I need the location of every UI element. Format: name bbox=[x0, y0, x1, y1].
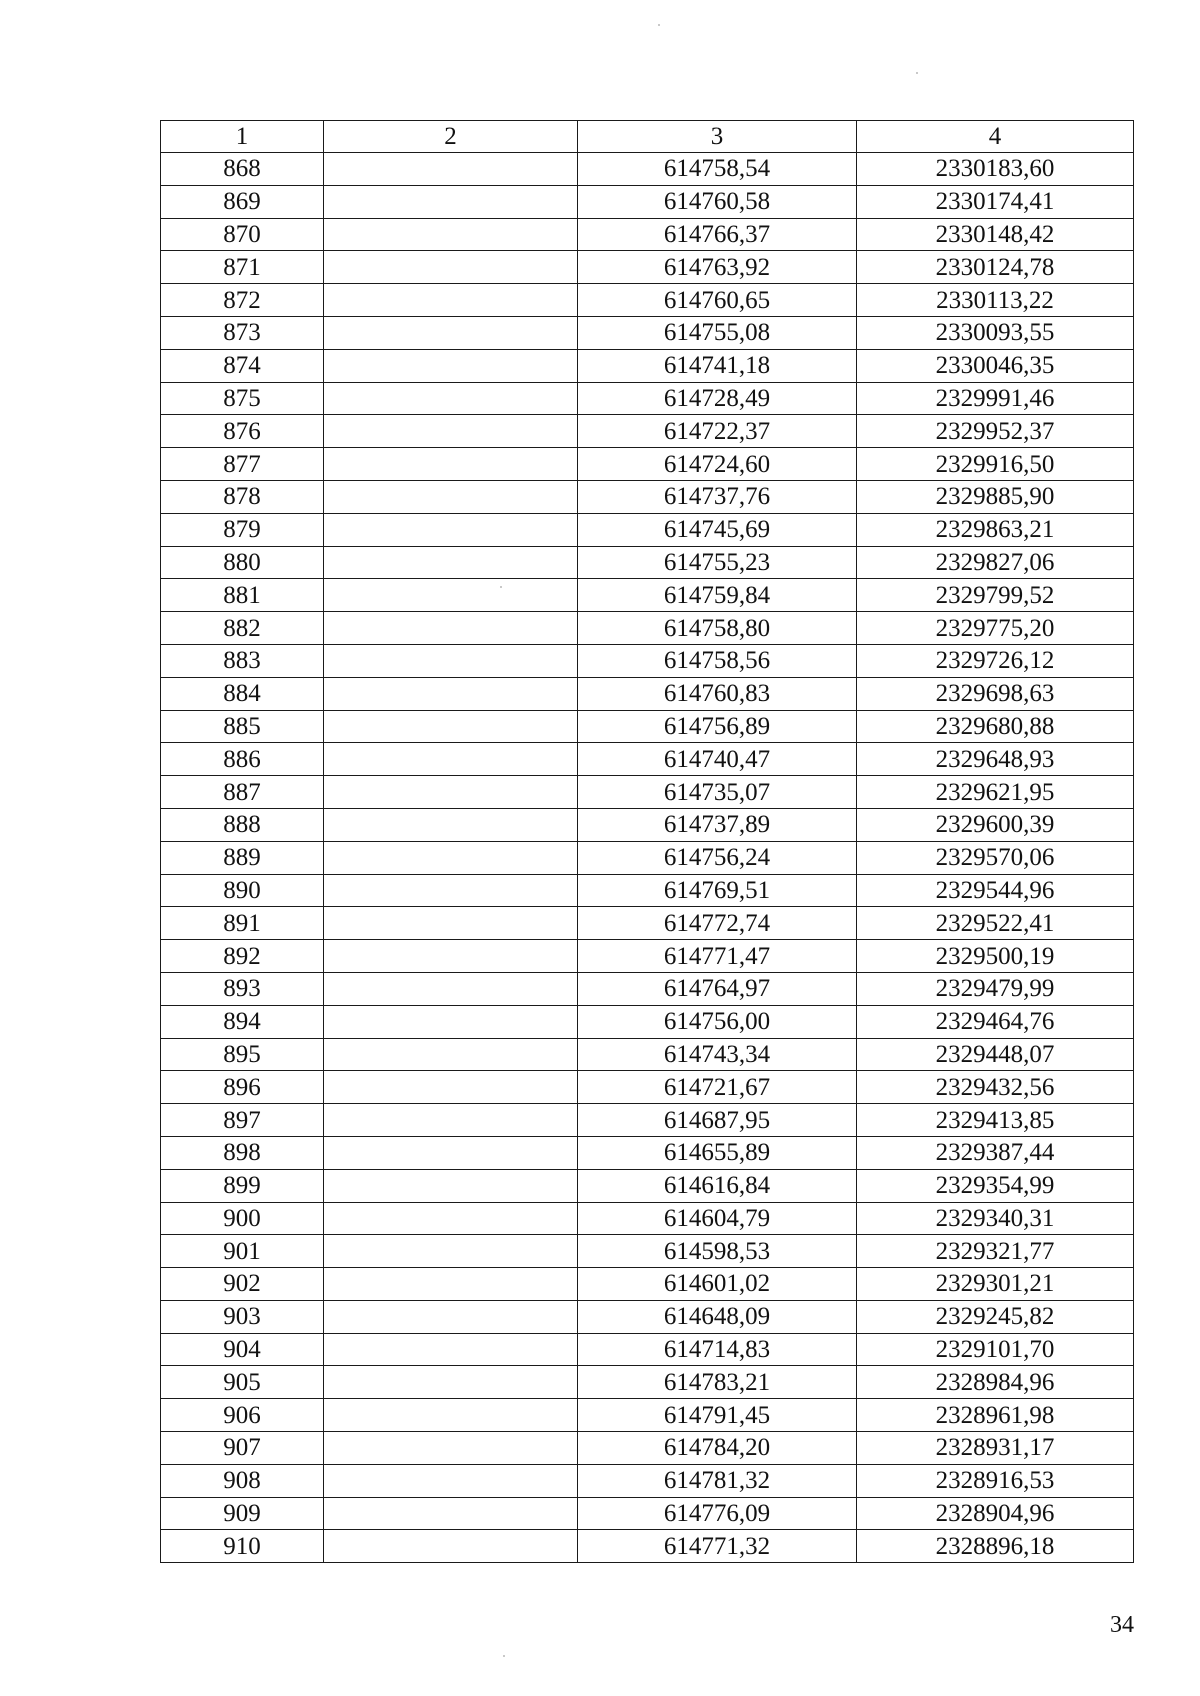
y-coordinate-cell: 2328961,98 bbox=[857, 1399, 1134, 1432]
table-row bbox=[161, 1333, 1134, 1366]
table-header-row bbox=[161, 121, 1134, 153]
y-coordinate-cell: 2329827,06 bbox=[857, 546, 1134, 579]
x-coordinate-cell: 614756,24 bbox=[578, 841, 857, 874]
point-number-cell: 868 bbox=[161, 153, 324, 186]
page-number: 34 bbox=[1110, 1612, 1134, 1638]
y-coordinate-cell: 2329570,06 bbox=[857, 841, 1134, 874]
x-coordinate-cell: 614721,67 bbox=[578, 1071, 857, 1104]
x-coordinate-cell: 614756,89 bbox=[578, 710, 857, 743]
table-row bbox=[161, 185, 1134, 218]
point-number-cell: 887 bbox=[161, 776, 324, 809]
description-cell bbox=[324, 612, 578, 645]
x-coordinate-cell: 614784,20 bbox=[578, 1432, 857, 1465]
point-number-cell: 880 bbox=[161, 546, 324, 579]
table-row bbox=[161, 940, 1134, 973]
x-coordinate-cell: 614771,32 bbox=[578, 1530, 857, 1563]
x-coordinate-cell: 614598,53 bbox=[578, 1235, 857, 1268]
point-number-cell: 891 bbox=[161, 907, 324, 940]
column-header: 1 bbox=[161, 121, 324, 153]
table-row bbox=[161, 1038, 1134, 1071]
description-cell bbox=[324, 1464, 578, 1497]
table-row bbox=[161, 1530, 1134, 1563]
table-row bbox=[161, 710, 1134, 743]
table-row bbox=[161, 1169, 1134, 1202]
y-coordinate-cell: 2329863,21 bbox=[857, 513, 1134, 546]
scan-speck bbox=[658, 24, 660, 26]
description-cell bbox=[324, 677, 578, 710]
description-cell bbox=[324, 1235, 578, 1268]
point-number-cell: 886 bbox=[161, 743, 324, 776]
x-coordinate-cell: 614776,09 bbox=[578, 1497, 857, 1530]
table-row bbox=[161, 644, 1134, 677]
table-row bbox=[161, 316, 1134, 349]
point-number-cell: 874 bbox=[161, 349, 324, 382]
y-coordinate-cell: 2329464,76 bbox=[857, 1005, 1134, 1038]
description-cell bbox=[324, 513, 578, 546]
point-number-cell: 892 bbox=[161, 940, 324, 973]
y-coordinate-cell: 2330046,35 bbox=[857, 349, 1134, 382]
description-cell bbox=[324, 644, 578, 677]
y-coordinate-cell: 2328896,18 bbox=[857, 1530, 1134, 1563]
point-number-cell: 901 bbox=[161, 1235, 324, 1268]
point-number-cell: 869 bbox=[161, 185, 324, 218]
point-number-cell: 875 bbox=[161, 382, 324, 415]
table-row bbox=[161, 1464, 1134, 1497]
column-header: 4 bbox=[857, 121, 1134, 153]
column-header: 3 bbox=[578, 121, 857, 153]
x-coordinate-cell: 614655,89 bbox=[578, 1136, 857, 1169]
x-coordinate-cell: 614760,83 bbox=[578, 677, 857, 710]
table-row bbox=[161, 874, 1134, 907]
description-cell bbox=[324, 1333, 578, 1366]
table-row bbox=[161, 907, 1134, 940]
point-number-cell: 907 bbox=[161, 1432, 324, 1465]
point-number-cell: 895 bbox=[161, 1038, 324, 1071]
table-row bbox=[161, 776, 1134, 809]
description-cell bbox=[324, 349, 578, 382]
y-coordinate-cell: 2330183,60 bbox=[857, 153, 1134, 186]
y-coordinate-cell: 2329726,12 bbox=[857, 644, 1134, 677]
scan-speck bbox=[916, 72, 918, 74]
x-coordinate-cell: 614766,37 bbox=[578, 218, 857, 251]
point-number-cell: 885 bbox=[161, 710, 324, 743]
coordinates-table bbox=[160, 120, 1134, 1563]
x-coordinate-cell: 614764,97 bbox=[578, 972, 857, 1005]
table-row bbox=[161, 579, 1134, 612]
table-row bbox=[161, 382, 1134, 415]
y-coordinate-cell: 2328916,53 bbox=[857, 1464, 1134, 1497]
y-coordinate-cell: 2329101,70 bbox=[857, 1333, 1134, 1366]
x-coordinate-cell: 614791,45 bbox=[578, 1399, 857, 1432]
description-cell bbox=[324, 316, 578, 349]
table-row bbox=[161, 1071, 1134, 1104]
table-row bbox=[161, 677, 1134, 710]
table-row bbox=[161, 284, 1134, 317]
x-coordinate-cell: 614772,74 bbox=[578, 907, 857, 940]
description-cell bbox=[324, 1104, 578, 1137]
point-number-cell: 890 bbox=[161, 874, 324, 907]
table-row bbox=[161, 1136, 1134, 1169]
x-coordinate-cell: 614758,56 bbox=[578, 644, 857, 677]
description-cell bbox=[324, 1038, 578, 1071]
y-coordinate-cell: 2329621,95 bbox=[857, 776, 1134, 809]
y-coordinate-cell: 2329500,19 bbox=[857, 940, 1134, 973]
y-coordinate-cell: 2329321,77 bbox=[857, 1235, 1134, 1268]
point-number-cell: 908 bbox=[161, 1464, 324, 1497]
point-number-cell: 897 bbox=[161, 1104, 324, 1137]
y-coordinate-cell: 2330174,41 bbox=[857, 185, 1134, 218]
description-cell bbox=[324, 874, 578, 907]
x-coordinate-cell: 614771,47 bbox=[578, 940, 857, 973]
point-number-cell: 903 bbox=[161, 1300, 324, 1333]
point-number-cell: 906 bbox=[161, 1399, 324, 1432]
table-row bbox=[161, 1366, 1134, 1399]
description-cell bbox=[324, 1071, 578, 1104]
point-number-cell: 909 bbox=[161, 1497, 324, 1530]
point-number-cell: 888 bbox=[161, 808, 324, 841]
description-cell bbox=[324, 284, 578, 317]
x-coordinate-cell: 614728,49 bbox=[578, 382, 857, 415]
x-coordinate-cell: 614604,79 bbox=[578, 1202, 857, 1235]
x-coordinate-cell: 614714,83 bbox=[578, 1333, 857, 1366]
point-number-cell: 884 bbox=[161, 677, 324, 710]
point-number-cell: 883 bbox=[161, 644, 324, 677]
point-number-cell: 910 bbox=[161, 1530, 324, 1563]
description-cell bbox=[324, 1005, 578, 1038]
description-cell bbox=[324, 1268, 578, 1301]
description-cell bbox=[324, 1530, 578, 1563]
y-coordinate-cell: 2329544,96 bbox=[857, 874, 1134, 907]
y-coordinate-cell: 2329354,99 bbox=[857, 1169, 1134, 1202]
description-cell bbox=[324, 448, 578, 481]
table-row bbox=[161, 480, 1134, 513]
x-coordinate-cell: 614758,54 bbox=[578, 153, 857, 186]
description-cell bbox=[324, 579, 578, 612]
x-coordinate-cell: 614769,51 bbox=[578, 874, 857, 907]
description-cell bbox=[324, 415, 578, 448]
y-coordinate-cell: 2330148,42 bbox=[857, 218, 1134, 251]
point-number-cell: 896 bbox=[161, 1071, 324, 1104]
description-cell bbox=[324, 1169, 578, 1202]
description-cell bbox=[324, 710, 578, 743]
y-coordinate-cell: 2328931,17 bbox=[857, 1432, 1134, 1465]
y-coordinate-cell: 2329799,52 bbox=[857, 579, 1134, 612]
y-coordinate-cell: 2328984,96 bbox=[857, 1366, 1134, 1399]
description-cell bbox=[324, 546, 578, 579]
point-number-cell: 878 bbox=[161, 480, 324, 513]
x-coordinate-cell: 614741,18 bbox=[578, 349, 857, 382]
description-cell bbox=[324, 1432, 578, 1465]
x-coordinate-cell: 614755,08 bbox=[578, 316, 857, 349]
table-row bbox=[161, 612, 1134, 645]
x-coordinate-cell: 614737,76 bbox=[578, 480, 857, 513]
point-number-cell: 871 bbox=[161, 251, 324, 284]
table-row bbox=[161, 1497, 1134, 1530]
table-body bbox=[161, 153, 1134, 1563]
table-row bbox=[161, 415, 1134, 448]
description-cell bbox=[324, 1399, 578, 1432]
point-number-cell: 894 bbox=[161, 1005, 324, 1038]
table-row bbox=[161, 1235, 1134, 1268]
table-row bbox=[161, 448, 1134, 481]
y-coordinate-cell: 2329600,39 bbox=[857, 808, 1134, 841]
y-coordinate-cell: 2329413,85 bbox=[857, 1104, 1134, 1137]
table-row bbox=[161, 218, 1134, 251]
table-row bbox=[161, 972, 1134, 1005]
description-cell bbox=[324, 808, 578, 841]
point-number-cell: 900 bbox=[161, 1202, 324, 1235]
point-number-cell: 899 bbox=[161, 1169, 324, 1202]
x-coordinate-cell: 614783,21 bbox=[578, 1366, 857, 1399]
description-cell bbox=[324, 480, 578, 513]
point-number-cell: 879 bbox=[161, 513, 324, 546]
x-coordinate-cell: 614687,95 bbox=[578, 1104, 857, 1137]
x-coordinate-cell: 614760,58 bbox=[578, 185, 857, 218]
y-coordinate-cell: 2329698,63 bbox=[857, 677, 1134, 710]
table-row bbox=[161, 743, 1134, 776]
description-cell bbox=[324, 940, 578, 973]
description-cell bbox=[324, 776, 578, 809]
y-coordinate-cell: 2329301,21 bbox=[857, 1268, 1134, 1301]
y-coordinate-cell: 2329648,93 bbox=[857, 743, 1134, 776]
description-cell bbox=[324, 743, 578, 776]
point-number-cell: 889 bbox=[161, 841, 324, 874]
y-coordinate-cell: 2329991,46 bbox=[857, 382, 1134, 415]
table-row bbox=[161, 1399, 1134, 1432]
point-number-cell: 873 bbox=[161, 316, 324, 349]
x-coordinate-cell: 614722,37 bbox=[578, 415, 857, 448]
point-number-cell: 893 bbox=[161, 972, 324, 1005]
table-row bbox=[161, 808, 1134, 841]
y-coordinate-cell: 2330113,22 bbox=[857, 284, 1134, 317]
x-coordinate-cell: 614616,84 bbox=[578, 1169, 857, 1202]
table-row bbox=[161, 1005, 1134, 1038]
y-coordinate-cell: 2328904,96 bbox=[857, 1497, 1134, 1530]
point-number-cell: 872 bbox=[161, 284, 324, 317]
y-coordinate-cell: 2329448,07 bbox=[857, 1038, 1134, 1071]
x-coordinate-cell: 614759,84 bbox=[578, 579, 857, 612]
x-coordinate-cell: 614724,60 bbox=[578, 448, 857, 481]
description-cell bbox=[324, 907, 578, 940]
x-coordinate-cell: 614648,09 bbox=[578, 1300, 857, 1333]
x-coordinate-cell: 614758,80 bbox=[578, 612, 857, 645]
x-coordinate-cell: 614743,34 bbox=[578, 1038, 857, 1071]
x-coordinate-cell: 614763,92 bbox=[578, 251, 857, 284]
description-cell bbox=[324, 382, 578, 415]
x-coordinate-cell: 614781,32 bbox=[578, 1464, 857, 1497]
point-number-cell: 870 bbox=[161, 218, 324, 251]
y-coordinate-cell: 2329432,56 bbox=[857, 1071, 1134, 1104]
column-header: 2 bbox=[324, 121, 578, 153]
x-coordinate-cell: 614735,07 bbox=[578, 776, 857, 809]
point-number-cell: 902 bbox=[161, 1268, 324, 1301]
table-row bbox=[161, 153, 1134, 186]
y-coordinate-cell: 2329479,99 bbox=[857, 972, 1134, 1005]
point-number-cell: 877 bbox=[161, 448, 324, 481]
y-coordinate-cell: 2329952,37 bbox=[857, 415, 1134, 448]
table-row bbox=[161, 251, 1134, 284]
x-coordinate-cell: 614745,69 bbox=[578, 513, 857, 546]
table-row bbox=[161, 1202, 1134, 1235]
point-number-cell: 898 bbox=[161, 1136, 324, 1169]
table-row bbox=[161, 1104, 1134, 1137]
y-coordinate-cell: 2329340,31 bbox=[857, 1202, 1134, 1235]
table-row bbox=[161, 349, 1134, 382]
description-cell bbox=[324, 185, 578, 218]
point-number-cell: 882 bbox=[161, 612, 324, 645]
description-cell bbox=[324, 1497, 578, 1530]
y-coordinate-cell: 2329916,50 bbox=[857, 448, 1134, 481]
x-coordinate-cell: 614755,23 bbox=[578, 546, 857, 579]
description-cell bbox=[324, 1136, 578, 1169]
description-cell bbox=[324, 972, 578, 1005]
description-cell bbox=[324, 1300, 578, 1333]
point-number-cell: 876 bbox=[161, 415, 324, 448]
table-row bbox=[161, 546, 1134, 579]
table-row bbox=[161, 1300, 1134, 1333]
point-number-cell: 881 bbox=[161, 579, 324, 612]
table-row bbox=[161, 841, 1134, 874]
y-coordinate-cell: 2329387,44 bbox=[857, 1136, 1134, 1169]
description-cell bbox=[324, 841, 578, 874]
y-coordinate-cell: 2329885,90 bbox=[857, 480, 1134, 513]
description-cell bbox=[324, 1366, 578, 1399]
y-coordinate-cell: 2329680,88 bbox=[857, 710, 1134, 743]
x-coordinate-cell: 614737,89 bbox=[578, 808, 857, 841]
table-row bbox=[161, 1432, 1134, 1465]
description-cell bbox=[324, 218, 578, 251]
table-row bbox=[161, 513, 1134, 546]
y-coordinate-cell: 2330093,55 bbox=[857, 316, 1134, 349]
y-coordinate-cell: 2330124,78 bbox=[857, 251, 1134, 284]
x-coordinate-cell: 614760,65 bbox=[578, 284, 857, 317]
description-cell bbox=[324, 1202, 578, 1235]
y-coordinate-cell: 2329775,20 bbox=[857, 612, 1134, 645]
y-coordinate-cell: 2329245,82 bbox=[857, 1300, 1134, 1333]
table-row bbox=[161, 1268, 1134, 1301]
point-number-cell: 905 bbox=[161, 1366, 324, 1399]
x-coordinate-cell: 614601,02 bbox=[578, 1268, 857, 1301]
x-coordinate-cell: 614740,47 bbox=[578, 743, 857, 776]
scan-speck bbox=[503, 1655, 505, 1657]
description-cell bbox=[324, 153, 578, 186]
y-coordinate-cell: 2329522,41 bbox=[857, 907, 1134, 940]
x-coordinate-cell: 614756,00 bbox=[578, 1005, 857, 1038]
point-number-cell: 904 bbox=[161, 1333, 324, 1366]
description-cell bbox=[324, 251, 578, 284]
